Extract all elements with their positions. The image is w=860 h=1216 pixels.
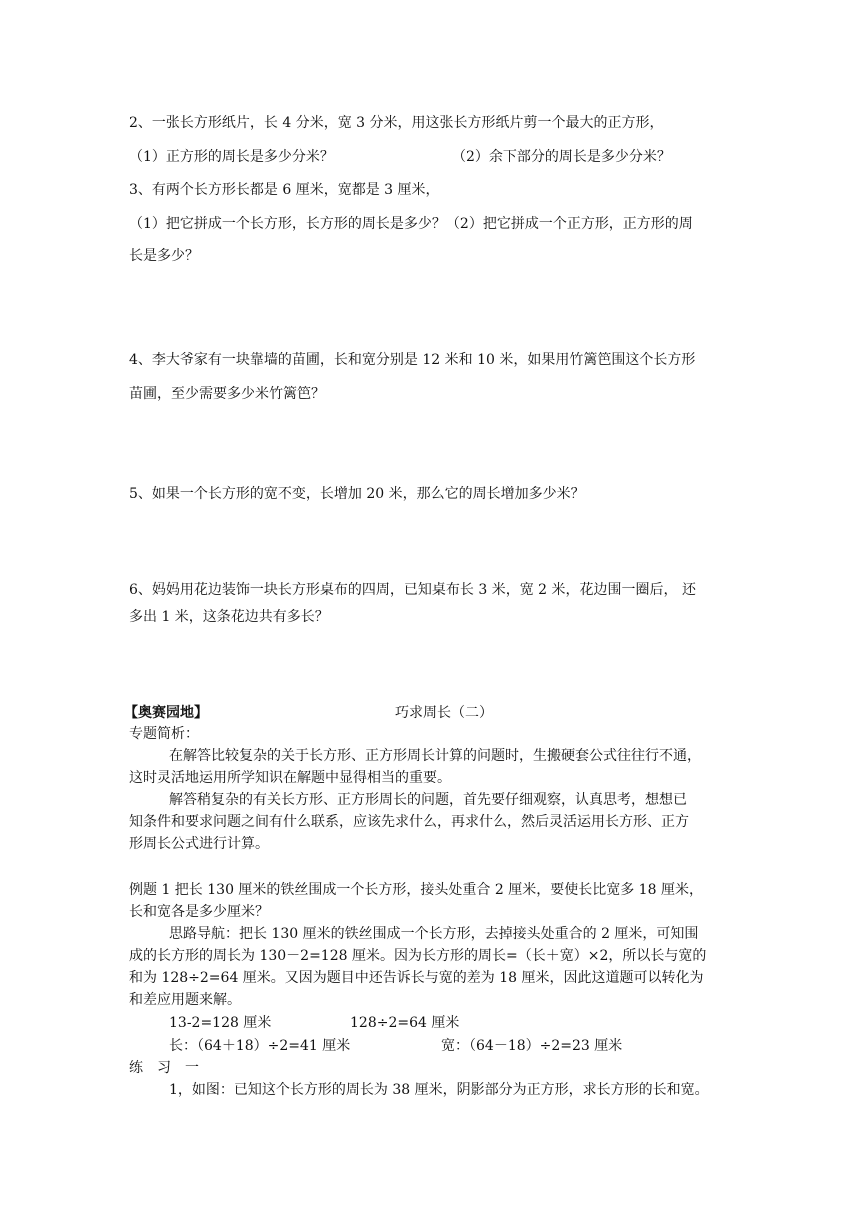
olympiad-p2-line2: 知条件和要求问题之间有什么联系，应该先求什么，再求什么，然后灵活运用长方形、正方 [129, 814, 689, 830]
q4-line2: 苗圃，至少需要多少米竹篱笆？ [129, 386, 325, 402]
q2-part2: （2）余下部分的周长是多少分米？ [452, 149, 671, 165]
example1-guide-line3: 和为 128÷2=64 厘米。又因为题目中还告诉长与宽的差为 18 厘米，因此这道题可以转化为 [129, 970, 704, 986]
exercise1-item1: 1，如图：已知这个长方形的周长为 38 厘米，阴影部分为正方形，求长方形的长和宽。 [169, 1082, 709, 1098]
olympiad-header: 【奥赛园地】 [124, 705, 208, 721]
example1-calc1: 13-2=128 厘米 [169, 1015, 272, 1031]
q3-line1: （1）把它拼成一个长方形，长方形的周长是多少？（2）把它拼成一个正方形，正方形的周 [129, 216, 693, 232]
example1-calc4: 宽：（64－18）÷2=23 厘米 [441, 1038, 623, 1054]
example1-line2: 长和宽各是多少厘米？ [129, 904, 269, 920]
q2-stem: 2、一张长方形纸片，长 4 分米，宽 3 分米，用这张长方形纸片剪一个最大的正方形， [129, 115, 664, 131]
q6-line1: 6、妈妈用花边装饰一块长方形桌布的四周，已知桌布长 3 米，宽 2 米，花边围一圈后， 还 [129, 582, 696, 598]
example1-guide-line1: 思路导航：把长 130 厘米的铁丝围成一个长方形，去掉接头处重合的 2 厘米，可知围 [169, 926, 699, 942]
olympiad-p2-line3: 形周长公式进行计算。 [129, 836, 269, 852]
q4-line1: 4、李大爷家有一块靠墙的苗圃，长和宽分别是 12 米和 10 米，如果用竹篱笆围这个长方形 [129, 352, 696, 368]
q2-part1: （1）正方形的周长是多少分米？ [129, 149, 334, 165]
q5-line1: 5、如果一个长方形的宽不变，长增加 20 米，那么它的周长增加多少米？ [129, 486, 585, 502]
example1-line1: 例题 1 把长 130 厘米的铁丝围成一个长方形，接头处重合 2 厘米，要使长比宽多 18 厘米， [129, 882, 703, 898]
q3-stem: 3、有两个长方形长都是 6 厘米，宽都是 3 厘米， [129, 182, 440, 198]
olympiad-p2-line1: 解答稍复杂的有关长方形、正方形周长的问题，首先要仔细观察，认真思考，想想已 [169, 792, 687, 808]
q6-line2: 多出 1 米，这条花边共有多长？ [129, 609, 329, 625]
example1-calc2: 128÷2=64 厘米 [350, 1015, 460, 1031]
olympiad-p1-line1: 在解答比较复杂的关于长方形、正方形周长计算的问题时，生搬硬套公式往往行不通， [169, 748, 701, 764]
example1-calc3: 长：（64＋18）÷2=41 厘米 [169, 1038, 351, 1054]
exercise1-header: 练 习 一 [129, 1060, 199, 1076]
q3-line2: 长是多少？ [129, 248, 199, 264]
example1-guide-line2: 成的长方形的周长为 130－2=128 厘米。因为长方形的周长=（长＋宽）×2，所以长与宽的 [129, 948, 707, 964]
olympiad-title: 巧求周长（二） [395, 705, 493, 721]
olympiad-p1-line2: 这时灵活地运用所学知识在解题中显得相当的重要。 [129, 770, 451, 786]
example1-guide-line4: 和差应用题来解。 [129, 992, 241, 1008]
olympiad-intro-label: 专题简析： [129, 726, 199, 742]
